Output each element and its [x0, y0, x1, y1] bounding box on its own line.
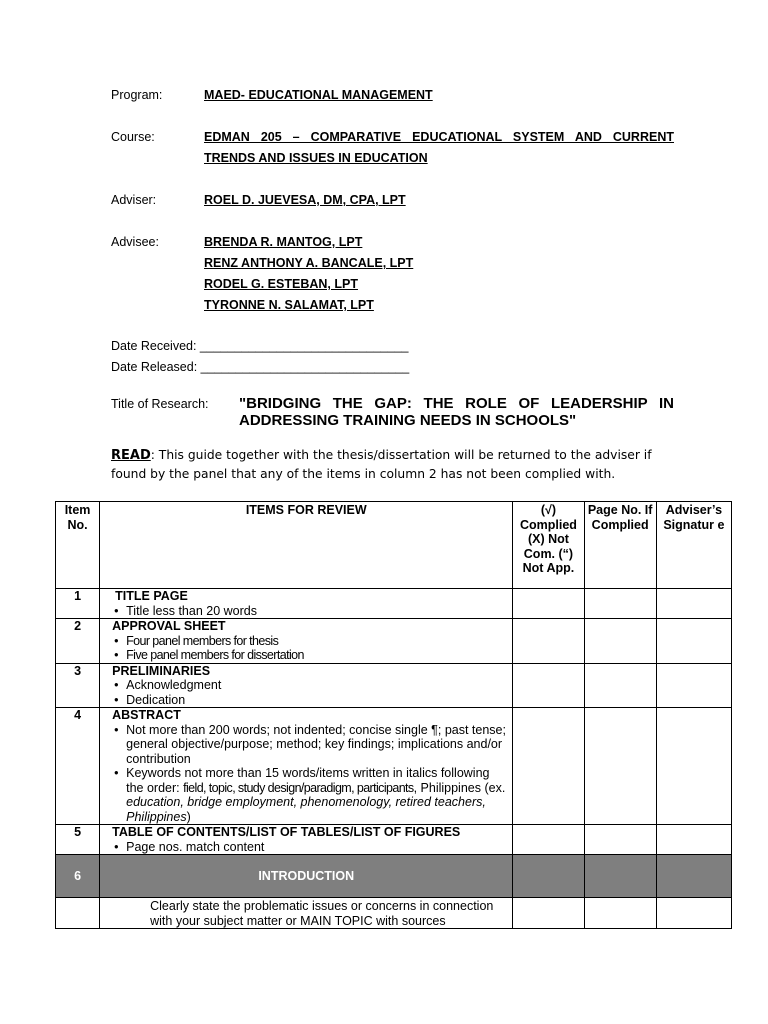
complied-cell[interactable]: [513, 898, 584, 929]
list-item: • Page nos. match content: [126, 840, 512, 855]
complied-cell[interactable]: [513, 663, 584, 708]
item-cell: [100, 619, 513, 664]
date-received-field: Date Received: ______________________________: [111, 339, 409, 353]
table-row: [56, 619, 732, 664]
advisee-name: TYRONNE N. SALAMAT, LPT: [204, 298, 374, 312]
signature-cell[interactable]: [656, 708, 731, 825]
page-no-cell[interactable]: [584, 619, 656, 664]
table-row: [56, 898, 732, 929]
list-item: • Not more than 200 words; not indented; concise single ¶; past tense; general objective/purpose; method; key findings; implications and/or contribution: [126, 723, 506, 767]
section-title: TITLE PAGE: [115, 589, 188, 603]
item-cell: Clearly state the problematic issues or concerns in connection with your subject matter or MAIN TOPIC with sources: [100, 898, 513, 929]
item-number: 5: [56, 825, 100, 855]
research-title: "BRIDGING THE GAP: THE ROLE OF LEADERSHIP IN: [239, 395, 674, 412]
list-item-text: Keywords not more than 15 words/items written in italics following the order:: [126, 766, 490, 795]
section-band-row: [56, 855, 732, 898]
item-number: 1: [56, 589, 100, 619]
item-cell: [100, 708, 513, 825]
page-no-cell[interactable]: [584, 898, 656, 929]
read-instruction: [111, 446, 671, 484]
adviser-value: ROEL D. JUEVESA, DM, CPA, LPT: [204, 193, 406, 207]
review-checklist-table: [55, 501, 732, 929]
list-item: • Title less than 20 words: [126, 604, 512, 619]
research-title-continued: ADDRESSING TRAINING NEEDS IN SCHOOLS": [239, 412, 577, 429]
signature-cell[interactable]: [656, 619, 731, 664]
header-items-for-review: ITEMS FOR REVIEW: [100, 502, 513, 589]
list-item: • Acknowledgment: [126, 678, 512, 693]
page-no-cell[interactable]: [584, 708, 656, 825]
section-title: TABLE OF CONTENTS/LIST OF TABLES/LIST OF FIGURES: [112, 825, 461, 839]
signature-cell[interactable]: [656, 898, 731, 929]
signature-cell: [656, 855, 731, 898]
advisee-name: BRENDA R. MANTOG, LPT: [204, 235, 363, 249]
list-item: [126, 766, 506, 824]
adviser-label: Adviser:: [111, 193, 157, 207]
list-item-example: education, bridge employment, phenomenology, retired teachers, Philippines: [126, 795, 486, 824]
complied-cell[interactable]: [513, 589, 584, 619]
list-item: • Four panel members for thesis: [126, 634, 512, 649]
list-item-text: ): [186, 809, 191, 824]
header-complied: (√) Complied (X) Not Com. (“) Not App.: [513, 502, 584, 589]
read-keyword: READ: [111, 448, 151, 463]
page-no-cell[interactable]: [584, 589, 656, 619]
page-no-cell[interactable]: [584, 825, 656, 855]
section-title: ABSTRACT: [112, 708, 181, 722]
item-cell: [100, 825, 513, 855]
item-number: [56, 898, 100, 929]
complied-cell: [513, 855, 584, 898]
course-label: Course:: [111, 130, 155, 144]
list-item: • Dedication: [126, 693, 512, 708]
table-row: [56, 708, 732, 825]
item-number: 6: [56, 855, 100, 898]
research-title-line-1: [239, 395, 674, 412]
complied-cell[interactable]: [513, 708, 584, 825]
table-row: [56, 825, 732, 855]
page-no-cell[interactable]: [584, 663, 656, 708]
header-item-no: Item No.: [56, 502, 100, 589]
advisee-label: Advisee:: [111, 235, 159, 249]
section-title: INTRODUCTION: [100, 855, 513, 898]
list-item-text: field, topic, study design/paradigm, participants: [183, 780, 414, 795]
section-title: APPROVAL SHEET: [112, 619, 226, 633]
course-value-line-2: TRENDS AND ISSUES IN EDUCATION: [204, 151, 428, 165]
signature-cell[interactable]: [656, 663, 731, 708]
table-row: [56, 663, 732, 708]
date-released-field: Date Released: ______________________________: [111, 360, 410, 374]
item-number: 4: [56, 708, 100, 825]
research-title-line-2: [239, 412, 674, 429]
list-item: • Five panel members for dissertation: [126, 648, 512, 663]
complied-cell[interactable]: [513, 619, 584, 664]
list-item-text: , Philippines (ex.: [413, 780, 506, 795]
course-value-line-1: EDMAN 205 – COMPARATIVE EDUCATIONAL SYSTEM AND CURRENT: [204, 130, 674, 144]
table-row: [56, 589, 732, 619]
item-cell: [100, 589, 513, 619]
item-cell: [100, 663, 513, 708]
item-number: 3: [56, 663, 100, 708]
program-value: MAED- EDUCATIONAL MANAGEMENT: [204, 88, 433, 102]
section-title: PRELIMINARIES: [112, 663, 211, 678]
advisee-name: RENZ ANTHONY A. BANCALE, LPT: [204, 256, 414, 270]
signature-cell[interactable]: [656, 825, 731, 855]
read-text: : This guide together with the thesis/dissertation will be returned to the adviser if found by the panel that any of the items in column 2 has not been complied with.: [111, 448, 652, 481]
header-adviser-signature: Adviser’s Signatur e: [656, 502, 731, 589]
advisee-name: RODEL G. ESTEBAN, LPT: [204, 277, 358, 291]
complied-cell[interactable]: [513, 825, 584, 855]
page-no-cell: [584, 855, 656, 898]
table-header-row: [56, 502, 732, 589]
header-page-no: Page No. If Complied: [584, 502, 656, 589]
program-label: Program:: [111, 88, 163, 102]
item-number: 2: [56, 619, 100, 664]
research-title-label: Title of Research:: [111, 397, 209, 411]
signature-cell[interactable]: [656, 589, 731, 619]
